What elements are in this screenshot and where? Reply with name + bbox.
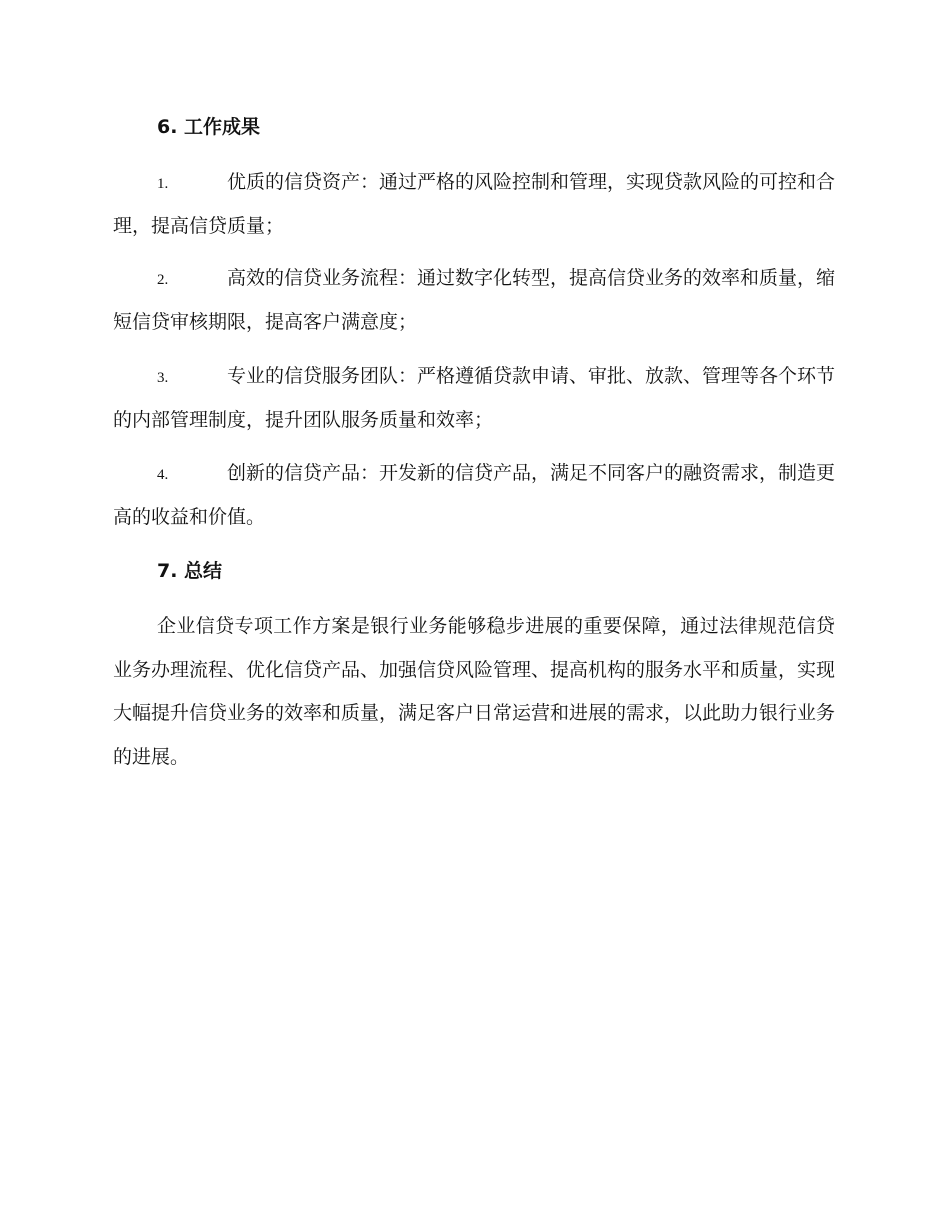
list-item	[113, 355, 835, 441]
list-item	[113, 257, 835, 343]
list-item-text: 高效的信贷业务流程：通过数字化转型，提高信贷业务的效率和质量，缩短信贷审核期限，提高客户满意度；	[113, 267, 836, 333]
list-item-number: 3.	[157, 370, 169, 386]
summary-paragraph: 企业信贷专项工作方案是银行业务能够稳步进展的重要保障，通过法律规范信贷业务办理流程、优化信贷产品、加强信贷风险管理、提高机构的服务水平和质量，实现大幅提升信贷业务的效率和质量，满足客户日常运营和进展的需求，以此助力银行业务的进展。	[113, 615, 836, 768]
list-item-number: 2.	[157, 272, 169, 288]
section-heading-summary: 7. 总结	[157, 560, 223, 582]
list-item-number: 1.	[157, 176, 169, 192]
list-item-number: 4.	[157, 467, 169, 483]
section-heading-results: 6. 工作成果	[157, 116, 261, 138]
list-item	[113, 452, 835, 538]
list-item-text: 创新的信贷产品：开发新的信贷产品，满足不同客户的融资需求，制造更高的收益和价值。	[113, 462, 836, 528]
list-item	[113, 161, 835, 247]
list-item-text: 专业的信贷服务团队：严格遵循贷款申请、审批、放款、管理等各个环节的内部管理制度，提升团队服务质量和效率；	[113, 365, 836, 431]
list-item-text: 优质的信贷资产：通过严格的风险控制和管理，实现贷款风险的可控和合理，提高信贷质量；	[113, 171, 836, 237]
